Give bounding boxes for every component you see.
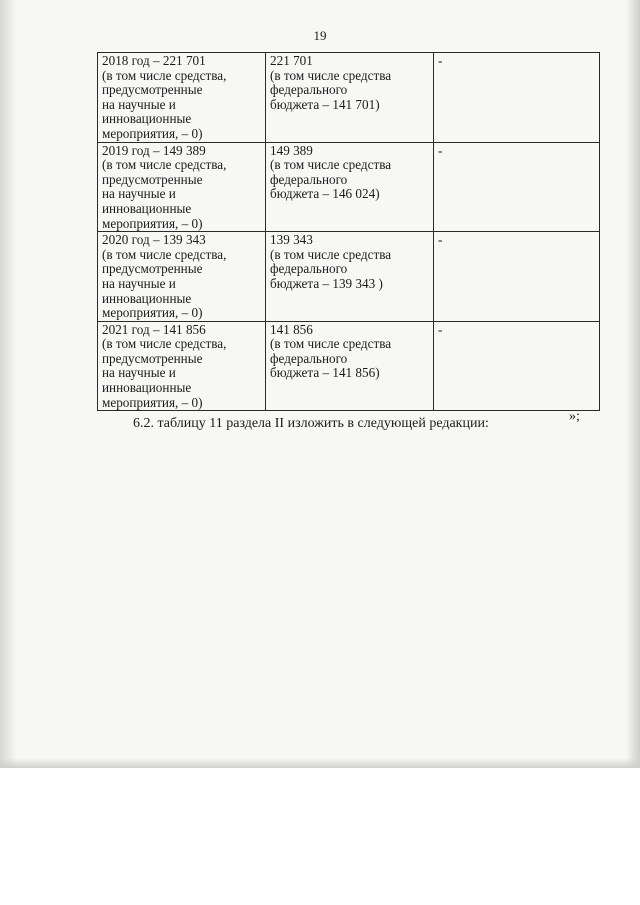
cell-line: (в том числе средства (270, 67, 392, 83)
cell-line: инновационные (102, 380, 192, 396)
cell-line: - (438, 142, 443, 158)
cell-line: федерального (270, 261, 348, 277)
cell-line: - (438, 321, 443, 337)
cell-line: 2018 год – 221 701 (102, 53, 206, 68)
year-total-cell (98, 53, 266, 143)
other-sources-cell (434, 321, 600, 411)
year-total-cell (98, 321, 266, 411)
cell-line: федерального (270, 171, 348, 187)
cell-line: 141 856 (270, 321, 313, 337)
cell-line: федерального (270, 350, 348, 366)
cell-line: федерального (270, 82, 348, 98)
cell-line: (в том числе средства, (102, 67, 227, 83)
cell-line: (в том числе средства, (102, 246, 227, 262)
year-total-cell (98, 232, 266, 322)
cell-line: (в том числе средства (270, 336, 392, 352)
cell-line: инновационные (102, 200, 192, 216)
cell-line: (в том числе средства (270, 246, 392, 262)
cell-line: мероприятия, – 0) (102, 394, 203, 410)
cell-line: бюджета – 141 701) (270, 96, 380, 112)
cell-line: бюджета – 146 024) (270, 186, 380, 202)
funding-table (97, 52, 600, 411)
cell-line: 2021 год – 141 856 (102, 321, 206, 337)
page-number: 19 (313, 28, 327, 43)
year-total-cell (98, 142, 266, 232)
cell-line: на научные и (102, 186, 176, 202)
cell-line: предусмотренные (102, 261, 203, 277)
cell-line: 2019 год – 149 389 (102, 142, 206, 158)
cell-line: (в том числе средства, (102, 336, 227, 352)
cell-line: на научные и (102, 365, 176, 381)
federal-budget-cell (266, 232, 434, 322)
cell-line: предусмотренные (102, 350, 203, 366)
cell-line: мероприятия, – 0) (102, 125, 203, 141)
cell-line: 2020 год – 139 343 (102, 232, 206, 248)
cell-line: инновационные (102, 111, 192, 127)
cell-line: бюджета – 139 343 ) (270, 275, 383, 291)
other-sources-cell (434, 53, 600, 143)
cell-line: мероприятия, – 0) (102, 305, 203, 321)
cell-line: (в том числе средства (270, 157, 392, 173)
cell-line: на научные и (102, 96, 176, 112)
cell-line: бюджета – 141 856) (270, 365, 380, 381)
amendment-paragraph: 6.2. таблицу 11 раздела II изложить в следующей редакции: (133, 416, 489, 431)
other-sources-cell (434, 232, 600, 322)
cell-line: - (438, 232, 443, 248)
other-sources-cell (434, 142, 600, 232)
cell-line: (в том числе средства, (102, 157, 227, 173)
table-row (98, 232, 600, 322)
cell-line: - (438, 53, 443, 68)
cell-line: мероприятия, – 0) (102, 215, 203, 231)
table-row (98, 142, 600, 232)
federal-budget-cell (266, 53, 434, 143)
table-row (98, 321, 600, 411)
cell-line: 139 343 (270, 232, 313, 248)
cell-line: предусмотренные (102, 171, 203, 187)
scan-shadow-left (0, 0, 16, 768)
cell-line: предусмотренные (102, 82, 203, 98)
table-row (98, 53, 600, 143)
cell-line: 149 389 (270, 142, 313, 158)
cell-line: 221 701 (270, 53, 313, 68)
cell-line: на научные и (102, 275, 176, 291)
federal-budget-cell (266, 321, 434, 411)
cell-line: инновационные (102, 290, 192, 306)
closing-quote-mark: »; (569, 409, 580, 424)
scan-shadow-bottom (0, 758, 640, 768)
federal-budget-cell (266, 142, 434, 232)
scan-shadow-right (626, 0, 640, 768)
